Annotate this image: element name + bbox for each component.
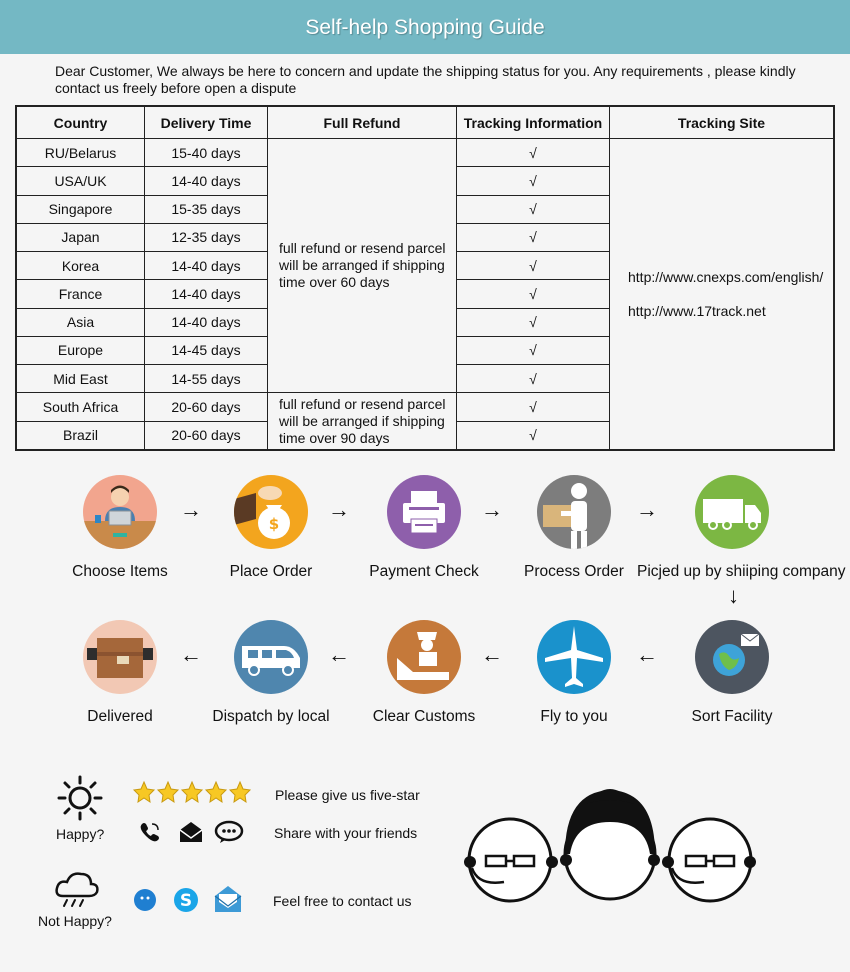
- arrow-left-icon: ←: [481, 642, 503, 667]
- cell-tracking-sites: [610, 139, 835, 451]
- step-payment-check: [344, 475, 504, 581]
- cell-country: USA/UK: [16, 167, 145, 195]
- svg-text:$: $: [268, 515, 280, 533]
- money-bag-icon: [234, 475, 308, 549]
- rain-cloud-icon: [53, 868, 101, 917]
- cell-check: √: [457, 195, 610, 223]
- table-row: [16, 139, 834, 167]
- cell-country: South Africa: [16, 393, 145, 421]
- share-text: Share with your friends: [274, 825, 418, 841]
- cell-check: √: [457, 167, 610, 195]
- shopper-at-laptop-icon: [83, 475, 157, 549]
- cell-country: Japan: [16, 223, 145, 251]
- step-label: Payment Check: [369, 563, 479, 580]
- cell-country: Europe: [16, 336, 145, 364]
- package-icon: [83, 620, 157, 694]
- cell-check: √: [457, 365, 610, 393]
- banner-title: Self-help Shopping Guide: [305, 16, 545, 39]
- arrow-left-icon: ←: [636, 642, 658, 667]
- cell-country: France: [16, 280, 145, 308]
- step-choose-items: [40, 475, 200, 581]
- cell-refund-60: full refund or resend parcel will be arranged if shipping time over 60 days: [268, 139, 457, 393]
- globe-mail-icon: [695, 620, 769, 694]
- cell-delivery-time: 20-60 days: [145, 393, 268, 421]
- tracking-site-link-2[interactable]: http://www.17track.net: [628, 303, 766, 319]
- step-sort-facility: [652, 620, 812, 726]
- five-star-text: Please give us five-star: [275, 787, 420, 803]
- step-label: Picjed up by shiiping company: [637, 563, 846, 580]
- printer-icon: [387, 475, 461, 549]
- cell-delivery-time: 14-40 days: [145, 167, 268, 195]
- cell-check: √: [457, 280, 610, 308]
- van-icon: [234, 620, 308, 694]
- contact-text: Feel free to contact us: [273, 893, 412, 909]
- cell-country: RU/Belarus: [16, 139, 145, 167]
- arrow-left-icon: ←: [328, 642, 350, 667]
- cell-check: √: [457, 139, 610, 167]
- shipping-table: [15, 105, 835, 451]
- intro-text: Dear Customer, We always be here to concern and update the shipping status for you. Any requirements , please kindly contact us freely before open a dispute: [55, 63, 796, 96]
- svg-text:S: S: [179, 891, 193, 911]
- mail-icon[interactable]: [178, 820, 204, 849]
- cell-delivery-time: 14-40 days: [145, 280, 268, 308]
- cell-country: Singapore: [16, 195, 145, 223]
- cell-delivery-time: 20-60 days: [145, 421, 268, 450]
- cell-country: Asia: [16, 308, 145, 336]
- step-label: Delivered: [87, 708, 153, 725]
- cell-refund-90: full refund or resend parcel will be arranged if shipping time over 90 days: [268, 393, 457, 450]
- cell-country: Mid East: [16, 365, 145, 393]
- tracking-site-link-1[interactable]: http://www.cnexps.com/english/: [628, 269, 824, 285]
- cell-country: Brazil: [16, 421, 145, 450]
- cell-delivery-time: 12-35 days: [145, 223, 268, 251]
- step-label: Fly to you: [540, 708, 608, 725]
- five-stars-icon: [132, 780, 254, 811]
- airplane-icon: [537, 620, 611, 694]
- step-place-order: [191, 475, 351, 581]
- arrow-down-icon: ↓: [728, 583, 739, 608]
- arrow-right-icon: →: [481, 497, 503, 522]
- arrow-right-icon: →: [180, 497, 202, 522]
- arrow-right-icon: →: [328, 497, 350, 522]
- chat-bubble-icon[interactable]: [214, 820, 244, 849]
- page-banner: [0, 0, 850, 54]
- table-header-row: [16, 106, 834, 139]
- step-dispatch-by-local: [191, 620, 351, 726]
- header-full-refund: Full Refund: [268, 106, 457, 139]
- cell-check: √: [457, 336, 610, 364]
- cell-delivery-time: 14-55 days: [145, 365, 268, 393]
- email-envelope-icon[interactable]: [213, 884, 243, 919]
- step-label: Place Order: [229, 563, 313, 580]
- header-country: Country: [16, 106, 145, 139]
- cell-delivery-time: 14-40 days: [145, 252, 268, 280]
- step-process-order: [494, 475, 654, 581]
- truck-icon: [695, 475, 769, 549]
- header-tracking-site: Tracking Site: [610, 106, 835, 139]
- qq-chat-icon[interactable]: [132, 886, 158, 919]
- step-label: Process Order: [524, 563, 624, 580]
- cell-check: √: [457, 393, 610, 421]
- sun-icon: [57, 775, 103, 826]
- happy-label: Happy?: [56, 826, 105, 842]
- step-label: Clear Customs: [372, 708, 476, 725]
- cell-delivery-time: 14-40 days: [145, 308, 268, 336]
- cell-delivery-time: 14-45 days: [145, 336, 268, 364]
- header-delivery-time: Delivery Time: [145, 106, 268, 139]
- cell-country: Korea: [16, 252, 145, 280]
- step-label: Dispatch by local: [212, 708, 330, 725]
- step-fly-to-you: [494, 620, 654, 726]
- arrow-left-icon: ←: [180, 642, 202, 667]
- step-label: Choose Items: [72, 563, 168, 580]
- phone-icon[interactable]: [138, 820, 162, 849]
- cell-delivery-time: 15-40 days: [145, 139, 268, 167]
- support-agents-icon: [460, 782, 760, 912]
- cell-delivery-time: 15-35 days: [145, 195, 268, 223]
- cell-check: √: [457, 308, 610, 336]
- worker-with-box-icon: [537, 475, 611, 549]
- arrow-right-icon: →: [636, 497, 658, 522]
- step-clear-customs: [344, 620, 504, 726]
- cell-check: √: [457, 252, 610, 280]
- step-picked-up: [637, 475, 846, 581]
- skype-icon[interactable]: [172, 886, 200, 919]
- cell-check: √: [457, 421, 610, 450]
- step-label: Sort Facility: [691, 708, 773, 725]
- header-tracking-information: Tracking Information: [457, 106, 610, 139]
- customs-officer-icon: [387, 620, 461, 694]
- cell-check: √: [457, 223, 610, 251]
- step-delivered: [40, 620, 200, 726]
- not-happy-label: Not Happy?: [38, 913, 112, 929]
